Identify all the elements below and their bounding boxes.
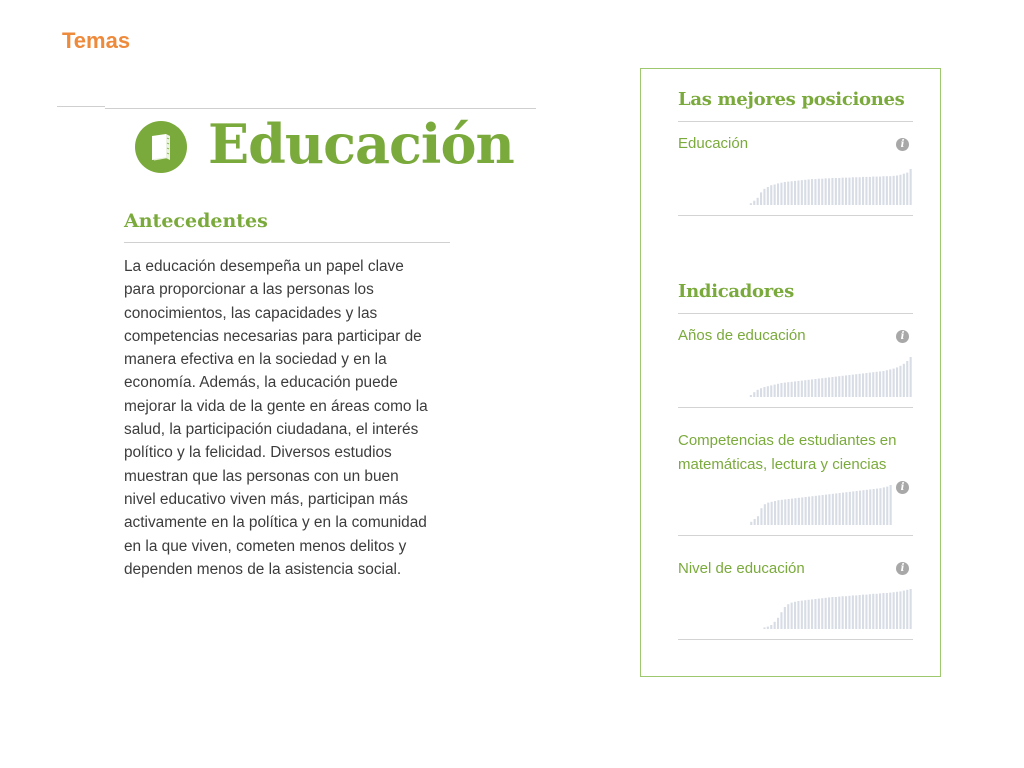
spark-bar <box>763 189 765 205</box>
spark-bar <box>848 596 850 629</box>
spark-bar <box>855 374 857 397</box>
spark-bar <box>831 597 833 629</box>
spark-bar <box>899 175 901 205</box>
spark-bar <box>791 181 793 205</box>
section-title[interactable]: Temas <box>62 28 131 53</box>
spark-bar <box>784 383 786 397</box>
spark-bar <box>845 492 847 525</box>
spark-bar <box>828 178 830 205</box>
spark-bar <box>855 595 857 629</box>
text-line: para proporcionar a las personas los <box>124 281 374 299</box>
spark-bar <box>797 181 799 205</box>
spark-bar <box>780 183 782 205</box>
spark-bar <box>845 375 847 397</box>
spark-bar <box>787 382 789 397</box>
spark-bar <box>893 369 895 397</box>
spark-bar <box>849 492 851 525</box>
spark-bar <box>896 592 898 629</box>
spark-bar <box>763 627 765 629</box>
spark-bar <box>839 493 841 525</box>
spark-bar <box>886 176 888 205</box>
indicator-link-nivel-educacion[interactable] <box>678 557 890 581</box>
page-title: Educación <box>208 112 514 176</box>
best-positions-heading: Las mejores posiciones <box>678 89 905 110</box>
spark-bar <box>791 499 793 525</box>
spark-bar <box>848 178 850 205</box>
text-line: conocimientos, las capacidades y las <box>124 304 378 322</box>
spark-bar <box>886 370 888 397</box>
spark-bar <box>828 494 830 525</box>
spark-bar <box>910 589 912 629</box>
spark-bar <box>801 497 803 525</box>
spark-bar <box>882 593 884 629</box>
spark-bar <box>821 378 823 397</box>
spark-bar <box>811 496 813 525</box>
spark-bar <box>856 491 858 525</box>
spark-bar <box>804 380 806 397</box>
spark-bar <box>838 376 840 397</box>
spark-bar <box>757 516 759 525</box>
spark-bar <box>811 379 813 397</box>
spark-bar <box>794 381 796 397</box>
spark-bar <box>852 491 854 525</box>
spark-bar <box>794 181 796 205</box>
divider <box>678 407 913 408</box>
spark-bar <box>903 174 905 205</box>
divider <box>57 106 105 107</box>
spark-bar <box>774 622 776 629</box>
spark-bar <box>808 179 810 205</box>
spark-bar <box>781 500 783 525</box>
spark-bar <box>862 373 864 397</box>
spark-bar <box>808 497 810 525</box>
spark-bar <box>886 487 888 525</box>
spark-bar <box>767 187 769 205</box>
spark-bar <box>797 381 799 397</box>
sparkline-chart <box>748 357 913 397</box>
spark-bar <box>906 361 908 397</box>
spark-bar <box>879 488 881 525</box>
indicators-heading: Indicadores <box>678 281 794 302</box>
text-line: muestran que las personas con un buen <box>124 467 399 485</box>
spark-bar <box>808 600 810 629</box>
spark-bar <box>808 380 810 397</box>
spark-bar <box>869 489 871 525</box>
spark-bar <box>757 198 759 205</box>
spark-bar <box>805 497 807 525</box>
spark-bar <box>876 177 878 205</box>
spark-bar <box>777 183 779 205</box>
text-line: en la que viven, cometen menos delitos y <box>124 537 407 555</box>
indicator-link-anos-educacion[interactable] <box>678 324 890 348</box>
text-line: dependen menos de la asistencia social. <box>124 560 402 578</box>
book-icon <box>135 121 187 173</box>
sparkline-chart <box>748 169 913 205</box>
spark-bar <box>788 499 790 525</box>
spark-bar <box>822 495 824 525</box>
info-icon[interactable]: i <box>896 330 909 343</box>
spark-bar <box>787 604 789 629</box>
spark-bar <box>882 176 884 205</box>
spark-bar <box>753 392 755 397</box>
spark-bar <box>828 597 830 629</box>
spark-bar <box>774 184 776 205</box>
spark-bar <box>869 373 871 397</box>
spark-bar <box>882 371 884 397</box>
spark-bar <box>872 372 874 397</box>
divider <box>678 121 913 122</box>
sparkline-chart <box>748 589 913 629</box>
spark-bar <box>767 627 769 629</box>
spark-bar <box>910 357 912 397</box>
spark-bar <box>859 491 861 525</box>
spark-bar <box>835 178 837 205</box>
spark-bar <box>814 599 816 629</box>
spark-bar <box>896 175 898 205</box>
indicator-link-competencias[interactable] <box>678 429 897 477</box>
spark-bar <box>865 595 867 629</box>
spark-bar <box>893 592 895 629</box>
spark-bar <box>777 500 779 525</box>
spark-bar <box>842 178 844 205</box>
spark-bar <box>750 203 752 205</box>
spark-bar <box>787 182 789 205</box>
spark-bar <box>899 366 901 397</box>
spark-bar <box>780 612 782 629</box>
spark-bar <box>842 493 844 525</box>
spark-bar <box>774 385 776 397</box>
divider <box>105 108 536 109</box>
info-icon[interactable]: i <box>896 481 909 494</box>
section-heading: Antecedentes <box>124 210 268 232</box>
spark-bar <box>825 178 827 205</box>
spark-bar <box>869 177 871 205</box>
indicator-label[interactable]: Competencias de estudiantes en <box>678 432 897 449</box>
spark-bar <box>831 377 833 397</box>
indicator-label[interactable]: Nivel de educación <box>678 560 805 577</box>
text-line: manera efectiva en la sociedad y en la <box>124 351 387 369</box>
spark-bar <box>767 386 769 397</box>
spark-bar <box>889 593 891 629</box>
text-line: competencias necesarias para participar de <box>124 327 422 345</box>
spark-bar <box>845 178 847 205</box>
spark-bar <box>763 387 765 397</box>
spark-bar <box>842 376 844 397</box>
spark-bar <box>770 385 772 397</box>
spark-bar <box>859 595 861 629</box>
spark-bar <box>784 182 786 205</box>
spark-bar <box>804 180 806 205</box>
spark-bar <box>883 487 885 525</box>
spark-bar <box>777 384 779 397</box>
spark-bar <box>825 495 827 525</box>
indicator-label[interactable]: matemáticas, lectura y ciencias <box>678 456 887 473</box>
divider <box>678 313 913 314</box>
spark-bar <box>811 599 813 629</box>
spark-bar <box>754 519 756 525</box>
spark-bar <box>873 489 875 525</box>
spark-bar <box>865 373 867 397</box>
spark-bar <box>818 495 820 525</box>
spark-bar <box>886 593 888 629</box>
spark-bar <box>801 180 803 205</box>
spark-bar <box>818 179 820 205</box>
spark-bar <box>821 179 823 205</box>
spark-bar <box>889 176 891 205</box>
spark-bar <box>798 498 800 525</box>
spark-bar <box>896 367 898 397</box>
spark-bar <box>842 596 844 629</box>
spark-bar <box>848 375 850 397</box>
spark-bar <box>760 508 762 525</box>
spark-bar <box>879 593 881 629</box>
indicator-label[interactable]: Años de educación <box>678 327 806 344</box>
spark-bar <box>750 522 752 525</box>
spark-bar <box>872 177 874 205</box>
spark-bar <box>760 192 762 205</box>
indicator-link-educacion[interactable] <box>678 132 890 156</box>
sparkline-chart <box>728 485 893 525</box>
spark-bar <box>784 607 786 629</box>
spark-bar <box>835 377 837 397</box>
spark-bar <box>862 177 864 205</box>
spark-bar <box>866 490 868 525</box>
spark-bar <box>838 178 840 205</box>
spark-bar <box>777 618 779 629</box>
spark-bar <box>831 178 833 205</box>
spark-bar <box>753 201 755 205</box>
text-line: economía. Además, la educación puede <box>124 374 398 392</box>
spark-bar <box>879 371 881 397</box>
spark-bar <box>852 375 854 397</box>
text-line: activamente en la política y en la comunidad <box>124 514 427 532</box>
spark-bar <box>852 595 854 629</box>
spark-bar <box>903 364 905 397</box>
spark-bar <box>750 395 752 397</box>
spark-bar <box>828 377 830 397</box>
spark-bar <box>835 493 837 525</box>
info-icon[interactable]: i <box>896 562 909 575</box>
spark-bar <box>906 590 908 629</box>
spark-bar <box>876 372 878 397</box>
text-line: La educación desempeña un papel clave <box>124 258 404 275</box>
spark-bar <box>814 179 816 205</box>
spark-bar <box>760 388 762 397</box>
divider <box>678 639 913 640</box>
text-line: nivel educativo viven más, participan más <box>124 490 409 508</box>
spark-bar <box>893 176 895 205</box>
spark-bar <box>794 602 796 629</box>
text-line: mejorar la vida de la gente en áreas como la <box>124 397 428 415</box>
spark-bar <box>899 591 901 629</box>
spark-bar <box>801 381 803 397</box>
spark-bar <box>903 591 905 629</box>
spark-bar <box>845 596 847 629</box>
spark-bar <box>859 374 861 397</box>
spark-bar <box>910 169 912 205</box>
indicator-label[interactable]: Educación <box>678 135 749 152</box>
sidebar-panel <box>640 68 941 677</box>
spark-bar <box>791 603 793 629</box>
spark-bar <box>804 600 806 629</box>
spark-bar <box>876 489 878 525</box>
spark-bar <box>835 597 837 629</box>
spark-bar <box>890 485 892 525</box>
spark-bar <box>815 496 817 525</box>
spark-bar <box>889 369 891 397</box>
spark-bar <box>801 601 803 629</box>
spark-bar <box>876 594 878 629</box>
body-text <box>124 255 454 581</box>
spark-bar <box>771 502 773 525</box>
spark-bar <box>770 185 772 205</box>
spark-bar <box>862 490 864 525</box>
spark-bar <box>818 379 820 397</box>
spark-bar <box>764 504 766 525</box>
spark-bar <box>869 594 871 629</box>
spark-bar <box>770 625 772 629</box>
spark-bar <box>852 177 854 205</box>
spark-bar <box>872 594 874 629</box>
spark-bar <box>825 378 827 397</box>
divider <box>678 535 913 536</box>
spark-bar <box>784 499 786 525</box>
divider <box>678 215 913 216</box>
spark-bar <box>859 177 861 205</box>
spark-bar <box>757 390 759 397</box>
spark-bar <box>818 599 820 629</box>
spark-bar <box>855 177 857 205</box>
spark-bar <box>791 382 793 397</box>
spark-bar <box>879 177 881 205</box>
spark-bar <box>767 503 769 525</box>
spark-bar <box>906 173 908 205</box>
text-line: político y la felicidad. Diversos estudios <box>124 444 392 462</box>
text-line: salud, la participación ciudadana, el interés <box>124 421 419 439</box>
divider <box>124 242 450 243</box>
spark-bar <box>794 498 796 525</box>
spark-bar <box>811 179 813 205</box>
spark-bar <box>814 379 816 397</box>
spark-bar <box>838 597 840 629</box>
spark-bar <box>825 598 827 629</box>
spark-bar <box>797 601 799 629</box>
spark-bar <box>780 383 782 397</box>
spark-bar <box>821 598 823 629</box>
info-icon[interactable]: i <box>896 138 909 151</box>
spark-bar <box>774 501 776 525</box>
spark-bar <box>865 177 867 205</box>
spark-bar <box>862 595 864 629</box>
spark-bar <box>832 494 834 525</box>
